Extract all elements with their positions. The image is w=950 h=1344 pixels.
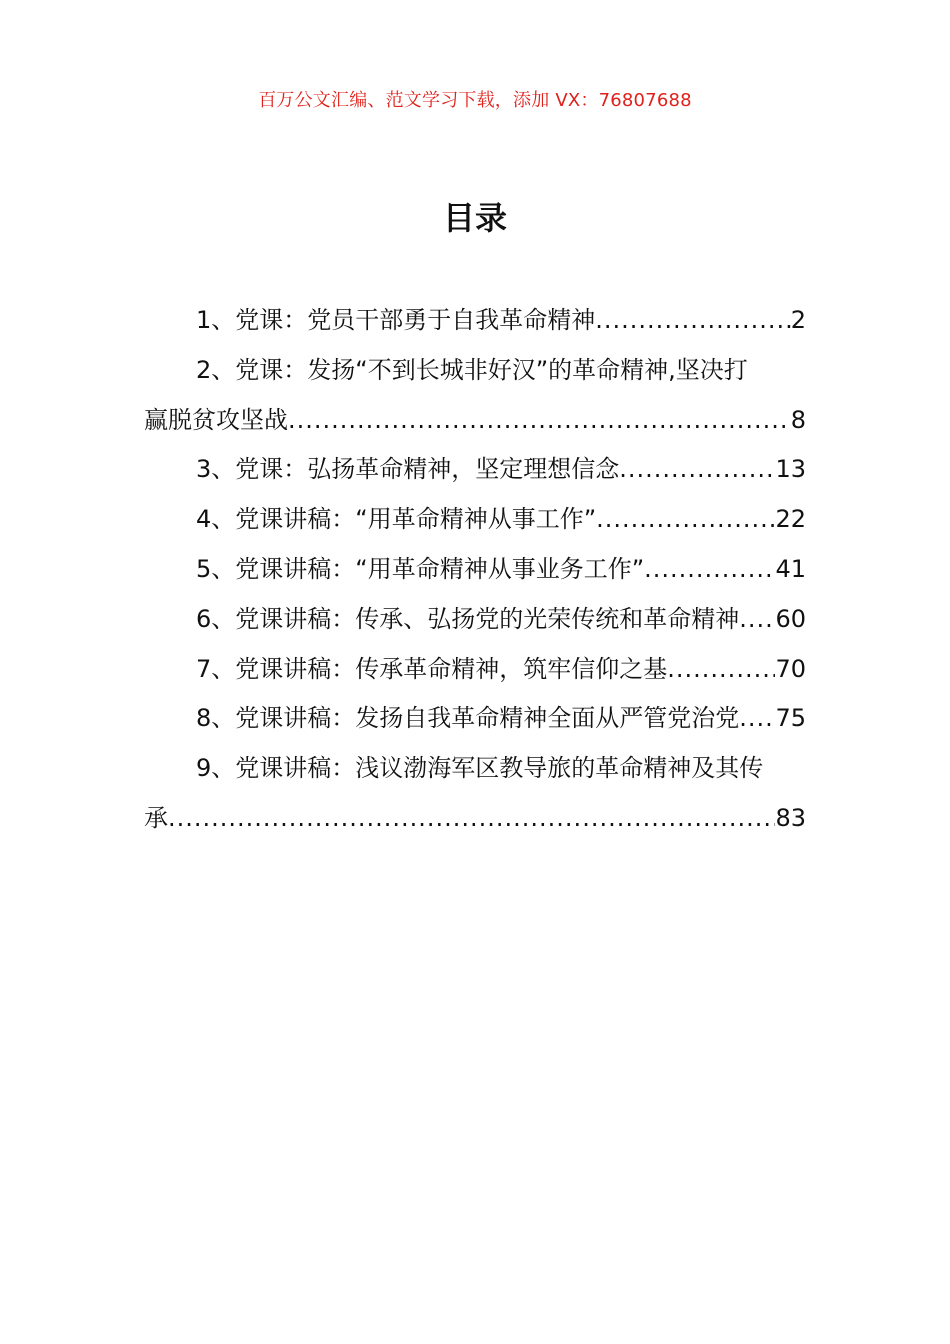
- toc-entry-text: 1、党课：党员干部勇于自我革命精神: [196, 306, 596, 334]
- toc-entry-text: 8、党课讲稿：发扬自我革命精神全面从严管党治党: [196, 704, 740, 733]
- toc-entry-2-continued[interactable]: [144, 396, 806, 446]
- toc-entry-text: 6、党课讲稿：传承、弘扬党的光荣传统和革命精神: [196, 604, 740, 633]
- toc-leader-dots: [596, 495, 775, 545]
- toc-entry-1[interactable]: [144, 296, 806, 346]
- toc-page-number: 41: [775, 554, 806, 583]
- toc-entry-text: 2、党课：发扬“不到长城非好汉”的革命精神,坚决打: [196, 355, 748, 384]
- toc-entry-9-continued[interactable]: [144, 794, 806, 844]
- toc-page-number: 75: [775, 704, 806, 733]
- toc-leader-dots: [667, 645, 775, 695]
- toc-entry-4[interactable]: [144, 495, 806, 545]
- toc-entry-9[interactable]: [144, 744, 806, 794]
- toc-entry-text: 5、党课讲稿：“用革命精神从事业务工作”: [196, 554, 645, 583]
- toc-page-number: 2: [790, 306, 806, 334]
- toc-entry-text: 7、党课讲稿：传承革命精神，筑牢信仰之基: [196, 654, 668, 683]
- toc-entry-3[interactable]: [144, 445, 806, 495]
- toc-entry-text-continued: 承: [144, 803, 168, 832]
- toc-leader-dots: [595, 296, 790, 346]
- toc-page-number: 22: [775, 505, 806, 534]
- toc-page-number: 83: [775, 803, 806, 832]
- table-of-contents: [144, 296, 806, 844]
- toc-entry-text: 9、党课讲稿：浅议渤海军区教导旅的革命精神及其传: [196, 754, 764, 783]
- toc-entry-text-continued: 赢脱贫攻坚战: [144, 405, 288, 434]
- toc-entry-5[interactable]: [144, 545, 806, 595]
- toc-entry-6[interactable]: [144, 595, 806, 645]
- toc-page-number: 60: [775, 604, 806, 633]
- toc-page-number: 13: [775, 455, 806, 484]
- toc-leader-dots: [739, 694, 775, 744]
- toc-leader-dots: [739, 595, 775, 645]
- toc-entry-text: 4、党课讲稿：“用革命精神从事工作”: [196, 505, 597, 534]
- page-title: 目录: [442, 199, 507, 237]
- toc-leader-dots: [168, 794, 775, 844]
- header-note: 百万公文汇编、范文学习下载，添加 VX：76807688: [258, 90, 692, 111]
- toc-entry-7[interactable]: [144, 645, 806, 695]
- toc-leader-dots: [288, 396, 791, 446]
- toc-leader-dots: [619, 445, 775, 495]
- toc-page-number: 70: [775, 654, 806, 683]
- toc-entry-2[interactable]: [144, 346, 806, 396]
- toc-entry-text: 3、党课：弘扬革命精神，坚定理想信念: [196, 455, 620, 484]
- toc-leader-dots: [644, 545, 775, 595]
- toc-page-number: 8: [790, 405, 806, 434]
- toc-entry-8[interactable]: [144, 694, 806, 744]
